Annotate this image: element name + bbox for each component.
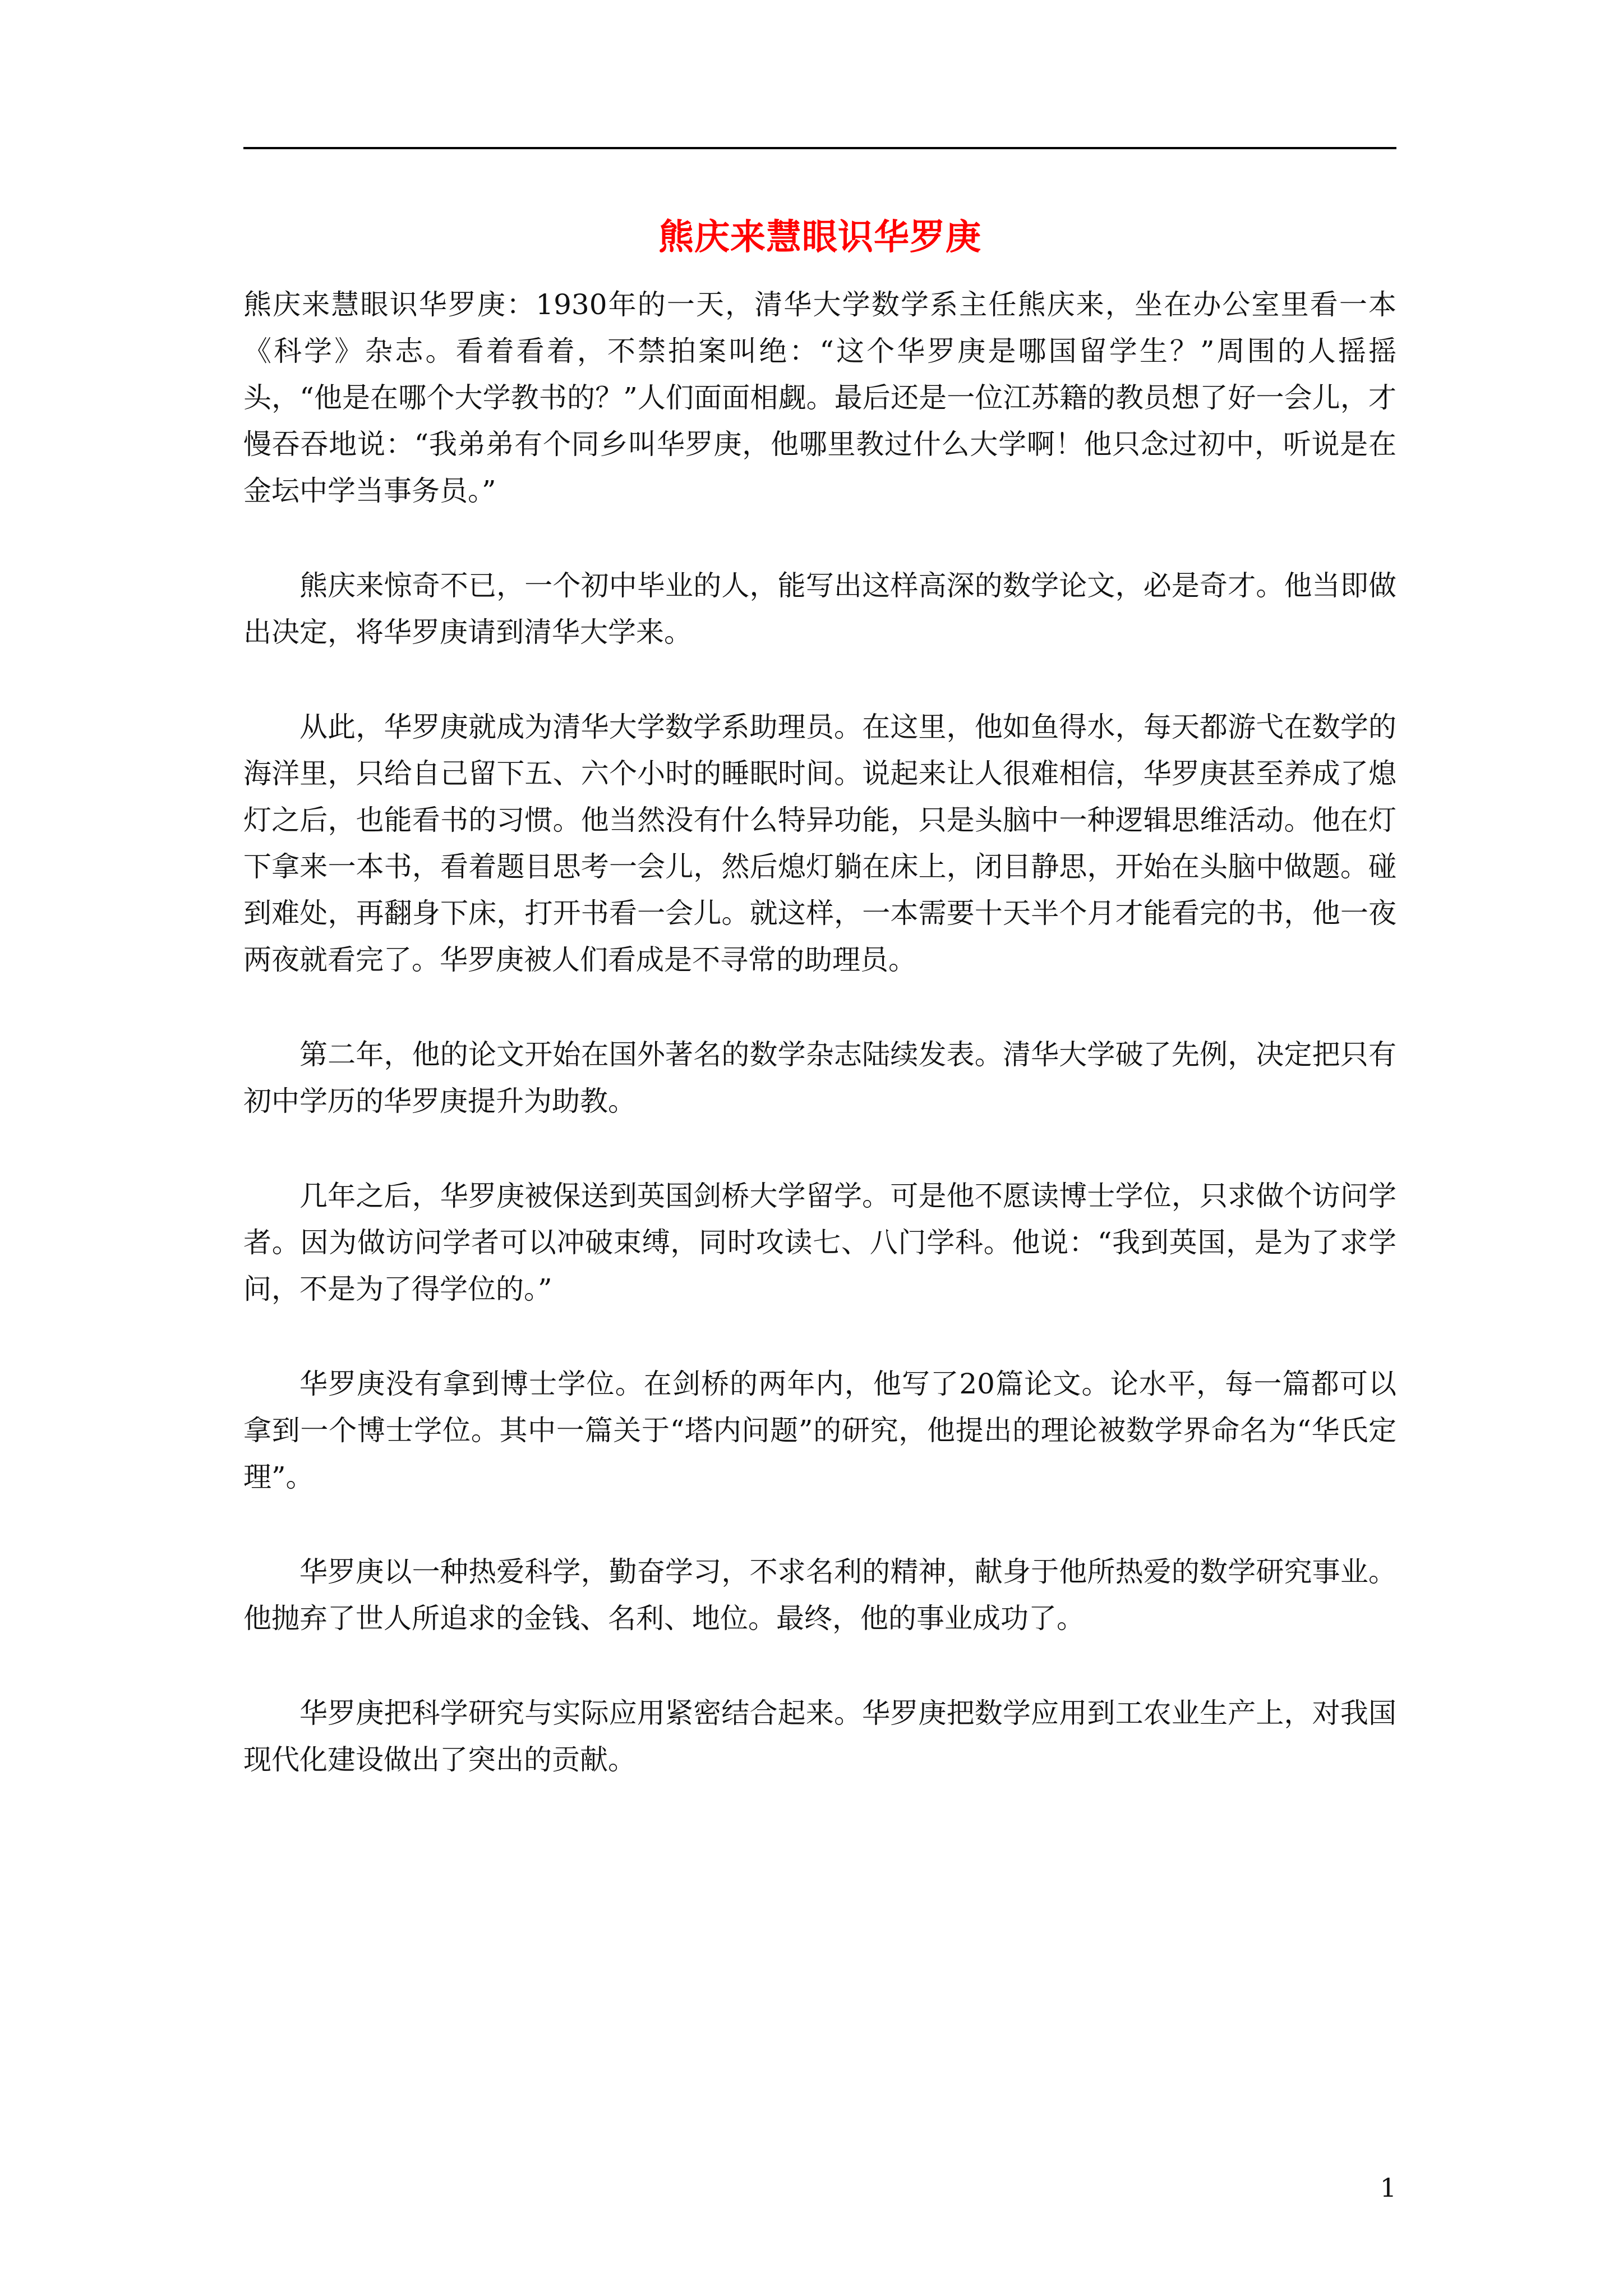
paragraph-2: 熊庆来惊奇不已，一个初中毕业的人，能写出这样高深的数学论文，必是奇才。他当即做出决定，将华罗庚请到清华大学来。: [243, 569, 1396, 648]
paragraph-3: 从此，华罗庚就成为清华大学数学系助理员。在这里，他如鱼得水，每天都游弋在数学的海洋里，只给自己留下五、六个小时的睡眠时间。说起来让人很难相信，华罗庚甚至养成了熄灯之后，也能看书的习惯。他当然没有什么特异功能，只是头脑中一种逻辑思维活动。他在灯下拿来一本书，看着题目思考一会儿，然后熄灯躺在床上，闭目静思，开始在头脑中做题。碰到难处，再翻身下床，打开书看一会儿。就这样，一本需要十天半个月才能看完的书，他一夜两夜就看完了。华罗庚被人们看成是不寻常的助理员。: [243, 711, 1396, 976]
document-title: 熊庆来慧眼识华罗庚: [658, 216, 981, 257]
page-number: 1: [1380, 2173, 1396, 2203]
paragraph-4: 第二年，他的论文开始在国外著名的数学杂志陆续发表。清华大学破了先例，决定把只有初中学历的华罗庚提升为助教。: [243, 1038, 1396, 1117]
paragraph-6: 华罗庚没有拿到博士学位。在剑桥的两年内，他写了20篇论文。论水平，每一篇都可以拿到一个博士学位。其中一篇关于“塔内问题”的研究，他提出的理论被数学界命名为“华氏定理”。: [243, 1368, 1396, 1493]
paragraph-8: 华罗庚把科学研究与实际应用紧密结合起来。华罗庚把数学应用到工农业生产上，对我国现代化建设做出了突出的贡献。: [243, 1697, 1396, 1776]
paragraph-5: 几年之后，华罗庚被保送到英国剑桥大学留学。可是他不愿读博士学位，只求做个访问学者。因为做访问学者可以冲破束缚，同时攻读七、八门学科。他说：“我到英国，是为了求学问，不是为了得学位的。”: [243, 1180, 1396, 1305]
document-body: [243, 282, 1396, 1832]
paragraph-1: 熊庆来慧眼识华罗庚：1930年的一天，清华大学数学系主任熊庆来，坐在办公室里看一本《科学》杂志。看着看着，不禁拍案叫绝：“这个华罗庚是哪国留学生？”周围的人摇摇头，“他是在哪个大学教书的？”人们面面相觑。最后还是一位江苏籍的教员想了好一会儿，才慢吞吞地说：“我弟弟有个同乡叫华罗庚，他哪里教过什么大学啊！他只念过初中，听说是在金坛中学当事务员。”: [243, 288, 1396, 507]
header-rule: [243, 147, 1396, 149]
paragraph-7: 华罗庚以一种热爱科学，勤奋学习，不求名利的精神，献身于他所热爱的数学研究事业。他抛弃了世人所追求的金钱、名利、地位。最终，他的事业成功了。: [243, 1556, 1396, 1635]
